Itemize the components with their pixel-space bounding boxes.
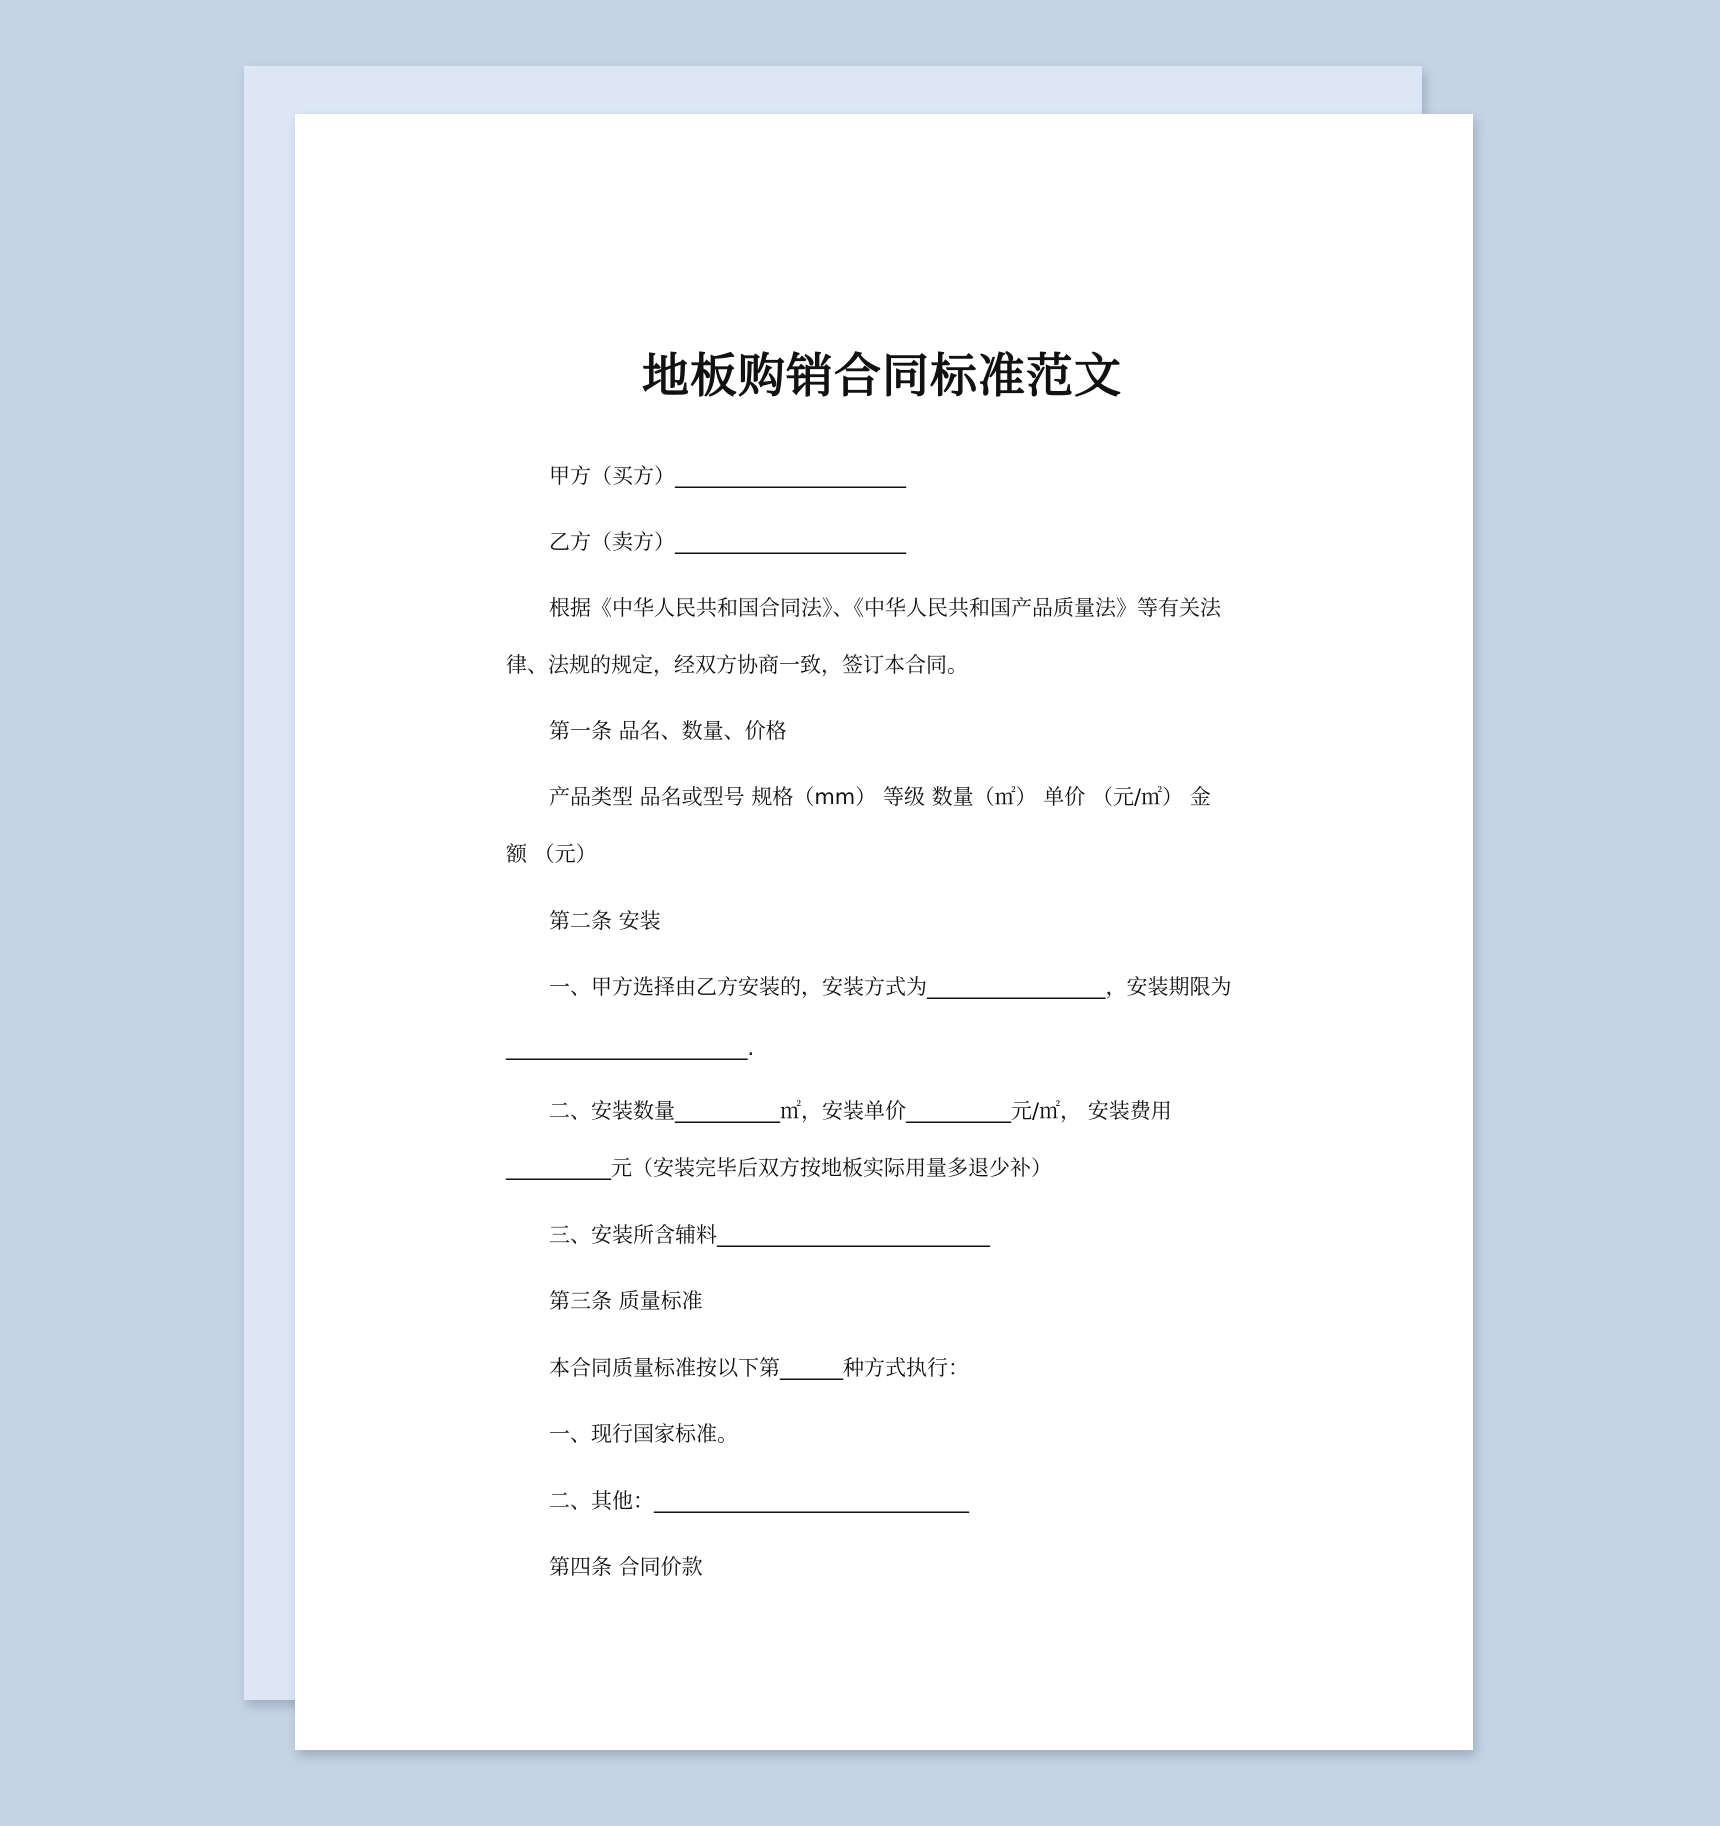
- article-4-heading: 第四条 合同价款: [549, 1555, 703, 1579]
- install-clause-2-line2: __________元（安装完毕后双方按地板实际用量多退少补）: [506, 1156, 1052, 1180]
- party-b-line: 乙方（卖方）______________________: [549, 530, 906, 554]
- basis-paragraph-line1: 根据《中华人民共和国合同法》、《中华人民共和国产品质量法》等有关法: [549, 596, 1221, 620]
- product-table-header-line1: 产品类型 品名或型号 规格（mm） 等级 数量（㎡） 单价 （元/㎡） 金: [549, 785, 1211, 809]
- party-a-line: 甲方（买方）______________________: [549, 464, 906, 488]
- install-clause-1-line2: _______________________.: [506, 1036, 755, 1060]
- quality-intro: 本合同质量标准按以下第______种方式执行：: [549, 1356, 969, 1380]
- install-clause-2-line1: 二、安装数量__________㎡，安装单价__________元/㎡， 安装费用: [549, 1099, 1172, 1123]
- product-table-header-line2: 额 （元）: [506, 842, 597, 866]
- document-page: [295, 114, 1473, 1750]
- quality-option-2: 二、其他：______________________________: [549, 1489, 969, 1513]
- document-title: 地板购销合同标准范文: [642, 349, 1122, 404]
- install-clause-3: 三、安装所含辅料__________________________: [549, 1223, 990, 1247]
- article-3-heading: 第三条 质量标准: [549, 1289, 703, 1313]
- install-clause-1-line1: 一、甲方选择由乙方安装的，安装方式为_________________，安装期限为: [549, 975, 1232, 999]
- basis-paragraph-line2: 律、法规的规定，经双方协商一致，签订本合同。: [506, 653, 968, 677]
- quality-option-1: 一、现行国家标准。: [549, 1422, 738, 1446]
- article-1-heading: 第一条 品名、数量、价格: [549, 719, 787, 743]
- article-2-heading: 第二条 安装: [549, 909, 661, 933]
